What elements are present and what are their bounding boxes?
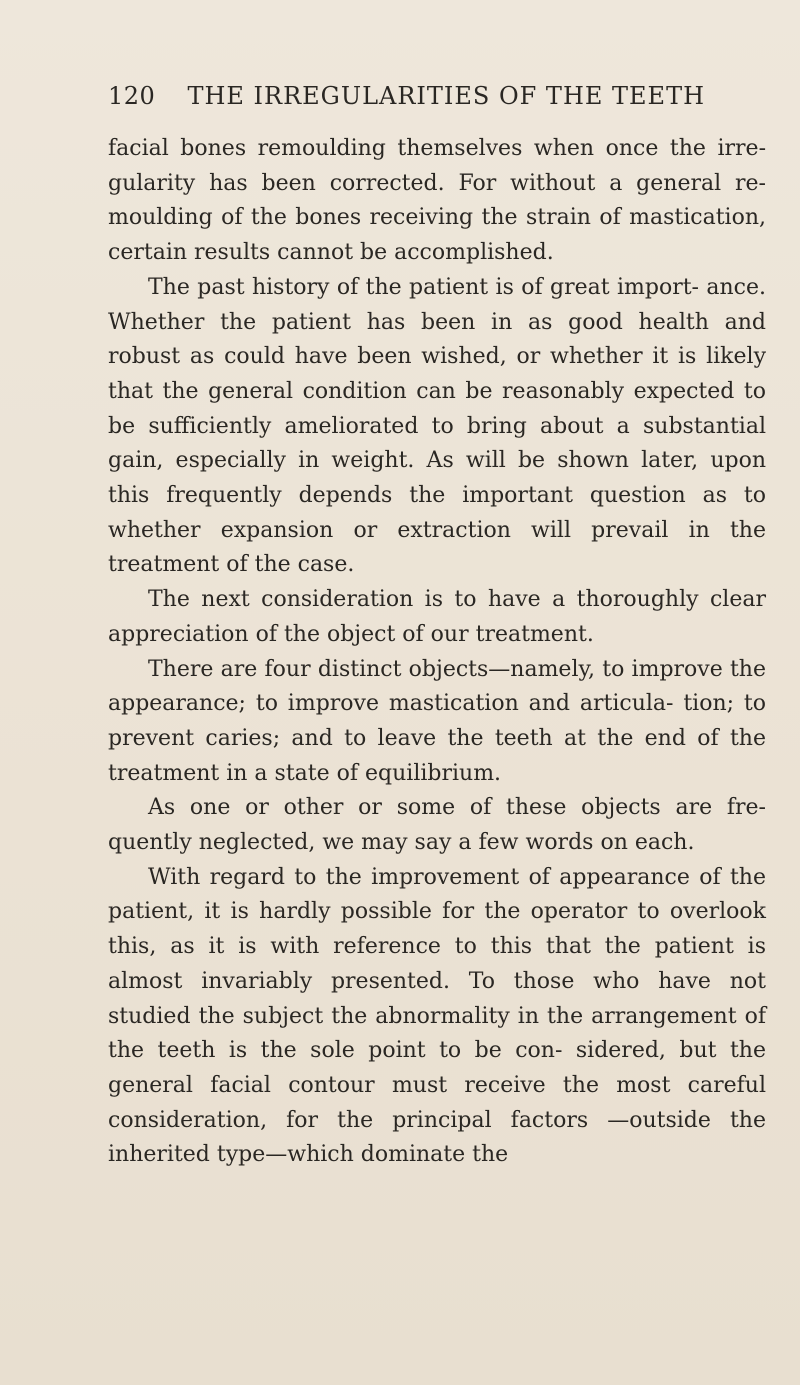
paragraph-neglected-objects: As one or other or some of these objects are fre- quently neglected, we may say a few words on each. [108, 795, 766, 856]
running-title: THE IRREGULARITIES OF THE TEETH [187, 82, 706, 110]
paragraph-next-consideration: The next consideration is to have a thoroughly clear appreciation of the object of our treatment. [108, 587, 766, 647]
paragraph-appearance: With regard to the improvement of appearance of the patient, it is hardly possible for the operator to overlook this, as it is with reference to this that the patient is almost invariably presented. To those who have not studied the subject the abnormality in the arrangement of the teeth is the sole point to be con- sidered, but the general facial contour must receive the most careful consideration, for the principal factors —outside the inherited type—which dominate the [108, 864, 766, 1168]
paragraph-past-history: The past history of the patient is of great import- ance. Whether the patient has been in as good health and robust as could have been wished, or whether it is likely that the general condition can be reasonably expected to be sufficiently ameliorated to bring about a substantial gain, especially in weight. As will be shown later, upon this frequently depends the important question as to whether expansion or extraction will prevail in the treatment of the case. [108, 274, 766, 578]
paragraph-continuation: facial bones remoulding themselves when once the irre- gularity has been corrected. For without a general re- moulding of the bones receiving the strain of mastication, certain results cannot be accomplished. [108, 136, 766, 266]
page-header [108, 82, 708, 122]
page-number: 120 [108, 82, 156, 110]
paragraph-four-objects: There are four distinct objects—namely, to improve the appearance; to improve mastication and articula- tion; to prevent caries; and to leave the teeth at the end of the treatment in a state of equilibrium. [108, 656, 766, 786]
body-text [108, 132, 766, 1173]
